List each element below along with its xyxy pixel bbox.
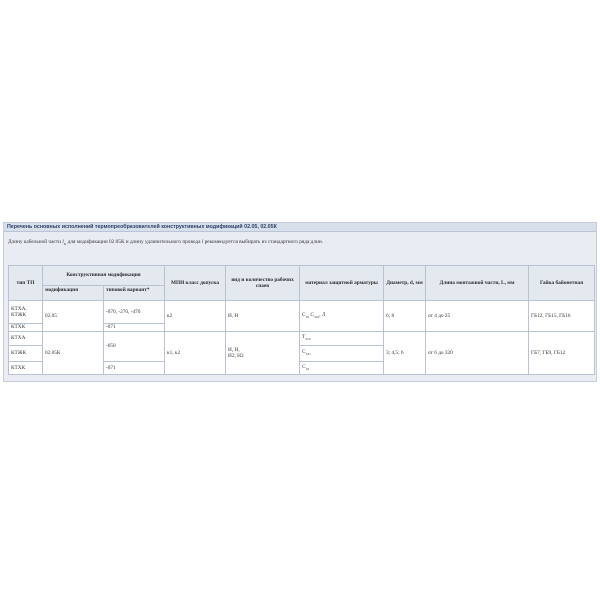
note-l2-symbol: l <box>201 239 204 245</box>
spec-table <box>8 265 595 375</box>
row3-type: КТХА <box>9 331 43 345</box>
r3-mat: Т <box>302 334 306 341</box>
note-part3: рекомендуется выбирать из стандартного ряда длин. <box>204 239 324 245</box>
row3-material <box>300 331 384 345</box>
group1-diameter: 6; 8 <box>384 300 426 331</box>
note-l-symbol: l <box>62 239 64 245</box>
row1-variant: -070, -270, -470 <box>104 300 165 323</box>
group1-junctions: И, Н <box>226 300 300 331</box>
group1-material <box>300 300 384 331</box>
group2-diameter: 3; 4,5; 6 <box>384 331 426 374</box>
note-part2: для модификации 02.05К и длину удлинительного провода <box>67 239 201 245</box>
row4-type: КТЖК <box>9 346 43 361</box>
row4-material <box>300 346 384 361</box>
header-mpi: МПИ класс допуска <box>165 266 226 301</box>
group1-modification: 02.05 <box>43 300 104 331</box>
header-row-1 <box>9 266 595 286</box>
header-diameter: Диаметр, d, мм <box>384 266 426 301</box>
row5-material <box>300 361 384 374</box>
g2-junctions-line2: И2, Н2 <box>228 352 244 359</box>
group2-mpi: к1, к2 <box>165 331 226 374</box>
r3-mat-sub: 310 <box>305 337 311 342</box>
header-length: Длина монтажной части, L, мм <box>426 266 529 301</box>
g1-mat-rest: , Л <box>319 311 326 318</box>
row34-variant: -050 <box>104 331 165 361</box>
group2-modification: 02.05К <box>43 331 104 374</box>
row1-type: КТХА, КТЖК <box>9 300 43 323</box>
row2-variant: -071 <box>104 323 165 331</box>
header-type: тип ТП <box>9 266 43 301</box>
note-l-sub: K <box>63 242 67 247</box>
spec-panel <box>3 222 597 382</box>
header-nut: Гайка байонетная <box>529 266 595 301</box>
row2-type: КТХК <box>9 323 43 331</box>
note-part1: Длину кабельной части <box>8 239 61 245</box>
g1-mat-c2-sub: 316 <box>313 314 320 319</box>
row5-variant: -071 <box>104 361 165 374</box>
g1-mat-c2: С <box>310 311 314 318</box>
group2-length: от 6 до 320 <box>426 331 529 374</box>
panel-title: Перечень основных исполнений термопреобразователей конструктивных модификаций 02.05, 02.05К <box>4 223 596 232</box>
header-material: материал защитной арматуры <box>300 266 384 301</box>
group1-mpi: к2 <box>165 300 226 331</box>
table-row <box>9 331 595 345</box>
length-note <box>8 239 594 248</box>
group2-junctions <box>226 331 300 374</box>
group2-nut: ГБ7, ГБ9, ГБ12 <box>529 331 595 374</box>
g1-mat-c1: С <box>302 311 306 318</box>
row5-type: КТХК <box>9 361 43 374</box>
table-row <box>9 300 595 323</box>
r4-mat: С <box>302 349 306 356</box>
r4-mat-sub: 321 <box>305 352 311 357</box>
g2-junctions-line1: И, Н, <box>228 346 240 353</box>
r5-mat-sub: 10 <box>305 366 310 371</box>
header-variant: типовой вариант* <box>104 285 165 300</box>
header-mod-group: Конструктивная модификация <box>43 266 165 286</box>
group1-nut: ГБ12, ГБ15, ГБ16 <box>529 300 595 331</box>
header-junctions: вид и количество рабочих спаев <box>226 266 300 301</box>
r5-mat: С <box>302 363 306 370</box>
header-modification: модификация <box>43 285 104 300</box>
g1-mat-c1-sub: 10 <box>305 314 310 319</box>
group1-length: от 4 до 25 <box>426 300 529 331</box>
